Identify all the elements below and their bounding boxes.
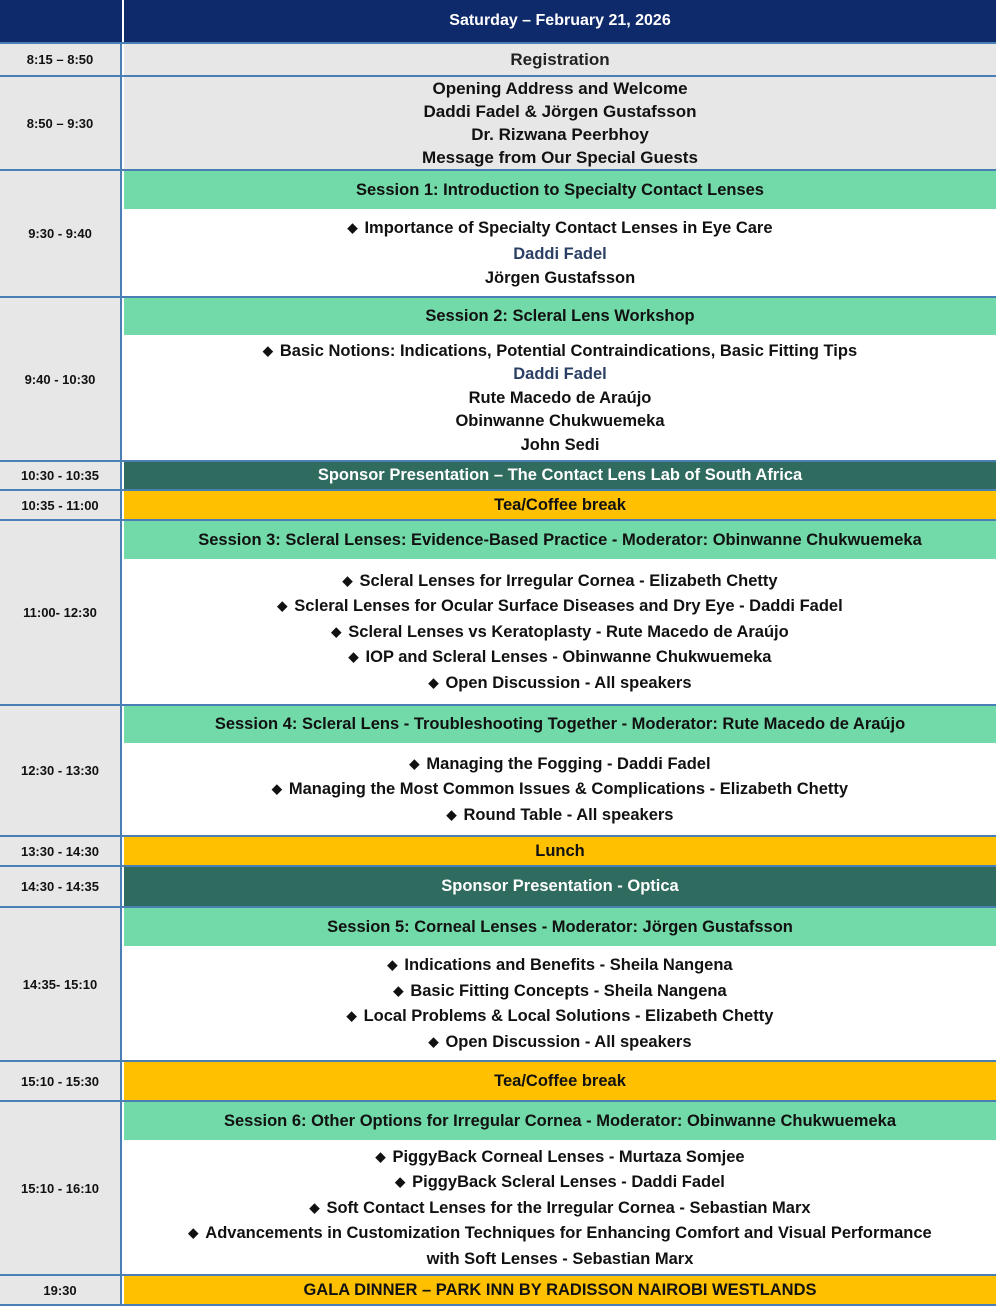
time-cell: 10:35 - 11:00 bbox=[0, 491, 122, 519]
session-item-text: Local Problems & Local Solutions - Elizabeth Chetty bbox=[363, 1007, 774, 1025]
time-cell: 8:50 – 9:30 bbox=[0, 77, 122, 169]
session-item-text: PiggyBack Corneal Lenses - Murtaza Somjee bbox=[392, 1147, 745, 1166]
row-divider bbox=[0, 1274, 996, 1276]
opening-line: Opening Address and Welcome bbox=[432, 79, 688, 98]
break2-label: Tea/Coffee break bbox=[124, 1062, 996, 1100]
session3-content bbox=[124, 521, 996, 704]
session-item bbox=[409, 752, 710, 778]
time-cell: 15:10 - 15:30 bbox=[0, 1062, 122, 1100]
session3-body bbox=[124, 561, 996, 704]
diamond-bullet-icon: ◆ bbox=[348, 649, 359, 665]
session4-body bbox=[124, 745, 996, 835]
diamond-bullet-icon: ◆ bbox=[188, 1225, 199, 1241]
diamond-bullet-icon: ◆ bbox=[375, 1148, 386, 1164]
row-divider bbox=[0, 169, 996, 171]
diamond-bullet-icon: ◆ bbox=[331, 623, 342, 639]
row-divider bbox=[0, 835, 996, 837]
session6-row bbox=[0, 1102, 996, 1274]
diamond-bullet-icon: ◆ bbox=[387, 957, 398, 972]
session-item bbox=[428, 671, 691, 697]
session-item bbox=[375, 1145, 744, 1171]
row-divider bbox=[0, 1304, 996, 1306]
session6-title: Session 6: Other Options for Irregular Cornea - Moderator: Obinwanne Chukwuemeka bbox=[124, 1102, 996, 1140]
break2-row bbox=[0, 1062, 996, 1100]
session-item-text: Scleral Lenses vs Keratoplasty - Rute Macedo de Araújo bbox=[348, 622, 789, 641]
header-time-cell bbox=[0, 0, 122, 42]
diamond-bullet-icon: ◆ bbox=[446, 806, 457, 822]
registration-label: Registration bbox=[124, 44, 996, 75]
time-cell: 14:35- 15:10 bbox=[0, 908, 122, 1060]
opening-line: Dr. Rizwana Peerbhoy bbox=[471, 125, 649, 144]
diamond-bullet-icon: ◆ bbox=[393, 982, 404, 998]
row-divider bbox=[0, 1060, 996, 1062]
session-item bbox=[393, 979, 726, 1005]
time-cell: 11:00- 12:30 bbox=[0, 521, 122, 704]
time-cell: 10:30 - 10:35 bbox=[0, 462, 122, 489]
session5-content bbox=[124, 908, 996, 1060]
session-item-text: Soft Contact Lenses for the Irregular Cornea - Sebastian Marx bbox=[326, 1198, 811, 1217]
row-divider bbox=[0, 906, 996, 908]
session-item-text: IOP and Scleral Lenses - Obinwanne Chukwuemeka bbox=[365, 648, 772, 667]
sponsor1-row bbox=[0, 462, 996, 489]
opening-content bbox=[124, 77, 996, 169]
session1-content bbox=[124, 171, 996, 296]
session-item bbox=[447, 803, 674, 829]
diamond-bullet-icon: ◆ bbox=[262, 342, 273, 358]
session5-body bbox=[124, 948, 996, 1060]
row-divider bbox=[0, 519, 996, 521]
diamond-bullet-icon: ◆ bbox=[347, 220, 358, 236]
session-item-continuation: with Soft Lenses - Sebastian Marx bbox=[426, 1249, 694, 1268]
diamond-bullet-icon: ◆ bbox=[346, 1008, 357, 1023]
session-item-text: Managing the Fogging - Daddi Fadel bbox=[426, 754, 711, 773]
diamond-bullet-icon: ◆ bbox=[428, 674, 439, 690]
session5-row bbox=[0, 908, 996, 1060]
break1-label: Tea/Coffee break bbox=[124, 491, 996, 519]
session-item-text: Round Table - All speakers bbox=[463, 805, 674, 824]
registration-row bbox=[0, 44, 996, 75]
session-item bbox=[277, 594, 842, 620]
session2-body bbox=[124, 337, 996, 460]
time-cell: 12:30 - 13:30 bbox=[0, 706, 122, 835]
row-divider bbox=[0, 865, 996, 867]
session-item-text: Advancements in Customization Techniques for Enhancing Comfort and Visual Performance bbox=[205, 1224, 932, 1243]
session4-content bbox=[124, 706, 996, 835]
date-header: Saturday – February 21, 2026 bbox=[124, 0, 996, 42]
speaker-name: John Sedi bbox=[520, 435, 600, 454]
diamond-bullet-icon: ◆ bbox=[428, 1033, 439, 1049]
gala-label: GALA DINNER – PARK INN BY RADISSON NAIROBI WESTLANDS bbox=[124, 1276, 996, 1304]
session2-row bbox=[0, 298, 996, 460]
session-item-text: PiggyBack Scleral Lenses - Daddi Fadel bbox=[412, 1173, 725, 1192]
time-cell: 9:30 - 9:40 bbox=[0, 171, 122, 296]
session-item-text: Scleral Lenses for Ocular Surface Diseases and Dry Eye - Daddi Fadel bbox=[294, 597, 843, 616]
session-item bbox=[387, 953, 732, 979]
session2-title: Session 2: Scleral Lens Workshop bbox=[124, 298, 996, 335]
lunch-row bbox=[0, 837, 996, 865]
row-divider bbox=[0, 460, 996, 462]
row-divider bbox=[0, 75, 996, 77]
diamond-bullet-icon: ◆ bbox=[271, 781, 282, 797]
diamond-bullet-icon: ◆ bbox=[277, 598, 288, 614]
row-divider bbox=[0, 1100, 996, 1102]
session1-title: Session 1: Introduction to Specialty Contact Lenses bbox=[124, 171, 996, 209]
session-item-text: Importance of Specialty Contact Lenses in Eye Care bbox=[364, 219, 773, 238]
opening-line: Message from Our Special Guests bbox=[422, 148, 698, 167]
session-item bbox=[428, 1030, 691, 1056]
diamond-bullet-icon: ◆ bbox=[309, 1199, 320, 1215]
speaker-name: Rute Macedo de Araújo bbox=[468, 388, 652, 407]
opening-row bbox=[0, 77, 996, 169]
session-item bbox=[272, 777, 848, 803]
session-item-text: Open Discussion - All speakers bbox=[445, 673, 692, 692]
session1-body bbox=[124, 211, 996, 296]
time-cell: 15:10 - 16:10 bbox=[0, 1102, 122, 1274]
lunch-label: Lunch bbox=[124, 837, 996, 865]
session-item-text: Indications and Benefits - Sheila Nangena bbox=[404, 956, 733, 974]
session3-row bbox=[0, 521, 996, 704]
session4-row bbox=[0, 706, 996, 835]
diamond-bullet-icon: ◆ bbox=[395, 1174, 406, 1190]
sponsor2-label: Sponsor Presentation - Optica bbox=[124, 867, 996, 906]
time-cell: 13:30 - 14:30 bbox=[0, 837, 122, 865]
speaker-name: Daddi Fadel bbox=[513, 365, 607, 384]
time-cell: 14:30 - 14:35 bbox=[0, 867, 122, 906]
speaker-name: Jörgen Gustafsson bbox=[484, 269, 636, 288]
diamond-bullet-icon: ◆ bbox=[342, 572, 353, 588]
opening-line: Daddi Fadel & Jörgen Gustafsson bbox=[423, 102, 697, 121]
session4-title: Session 4: Scleral Lens - Troubleshooting Together - Moderator: Rute Macedo de Araújo bbox=[124, 706, 996, 743]
session6-body bbox=[124, 1142, 996, 1274]
break1-row bbox=[0, 491, 996, 519]
session3-title: Session 3: Scleral Lenses: Evidence-Based Practice - Moderator: Obinwanne Chukwuemeka bbox=[124, 521, 996, 559]
session-item-text: Basic Notions: Indications, Potential Contraindications, Basic Fitting Tips bbox=[279, 341, 858, 360]
session-item bbox=[347, 216, 772, 242]
sponsor2-row bbox=[0, 867, 996, 906]
session1-row bbox=[0, 171, 996, 296]
diamond-bullet-icon: ◆ bbox=[409, 755, 420, 771]
speaker-name: Obinwanne Chukwuemeka bbox=[455, 412, 665, 431]
time-cell: 19:30 bbox=[0, 1276, 122, 1304]
session-item bbox=[309, 1196, 810, 1222]
session-item-text: Basic Fitting Concepts - Sheila Nangena bbox=[410, 981, 727, 1000]
session-item bbox=[263, 340, 857, 364]
time-cell: 9:40 - 10:30 bbox=[0, 298, 122, 460]
session-item-text: Scleral Lenses for Irregular Cornea - Elizabeth Chetty bbox=[359, 571, 778, 590]
session-item bbox=[188, 1221, 931, 1247]
speaker-name: Daddi Fadel bbox=[513, 244, 607, 263]
session-item bbox=[347, 1004, 774, 1030]
row-divider bbox=[0, 42, 996, 44]
session-item-text: Managing the Most Common Issues & Complications - Elizabeth Chetty bbox=[288, 780, 849, 799]
row-divider bbox=[0, 489, 996, 491]
header-row bbox=[0, 0, 996, 42]
row-divider bbox=[0, 296, 996, 298]
time-cell: 8:15 – 8:50 bbox=[0, 44, 122, 75]
session5-title: Session 5: Corneal Lenses - Moderator: Jörgen Gustafsson bbox=[124, 908, 996, 946]
session-item-text: Open Discussion - All speakers bbox=[445, 1032, 692, 1051]
session-item bbox=[395, 1170, 725, 1196]
row-divider bbox=[0, 704, 996, 706]
session-item bbox=[342, 569, 777, 595]
sponsor1-label: Sponsor Presentation – The Contact Lens Lab of South Africa bbox=[124, 462, 996, 489]
session-item bbox=[349, 645, 772, 671]
gala-row bbox=[0, 1276, 996, 1304]
session-item bbox=[331, 620, 788, 646]
session6-content bbox=[124, 1102, 996, 1274]
session2-content bbox=[124, 298, 996, 460]
